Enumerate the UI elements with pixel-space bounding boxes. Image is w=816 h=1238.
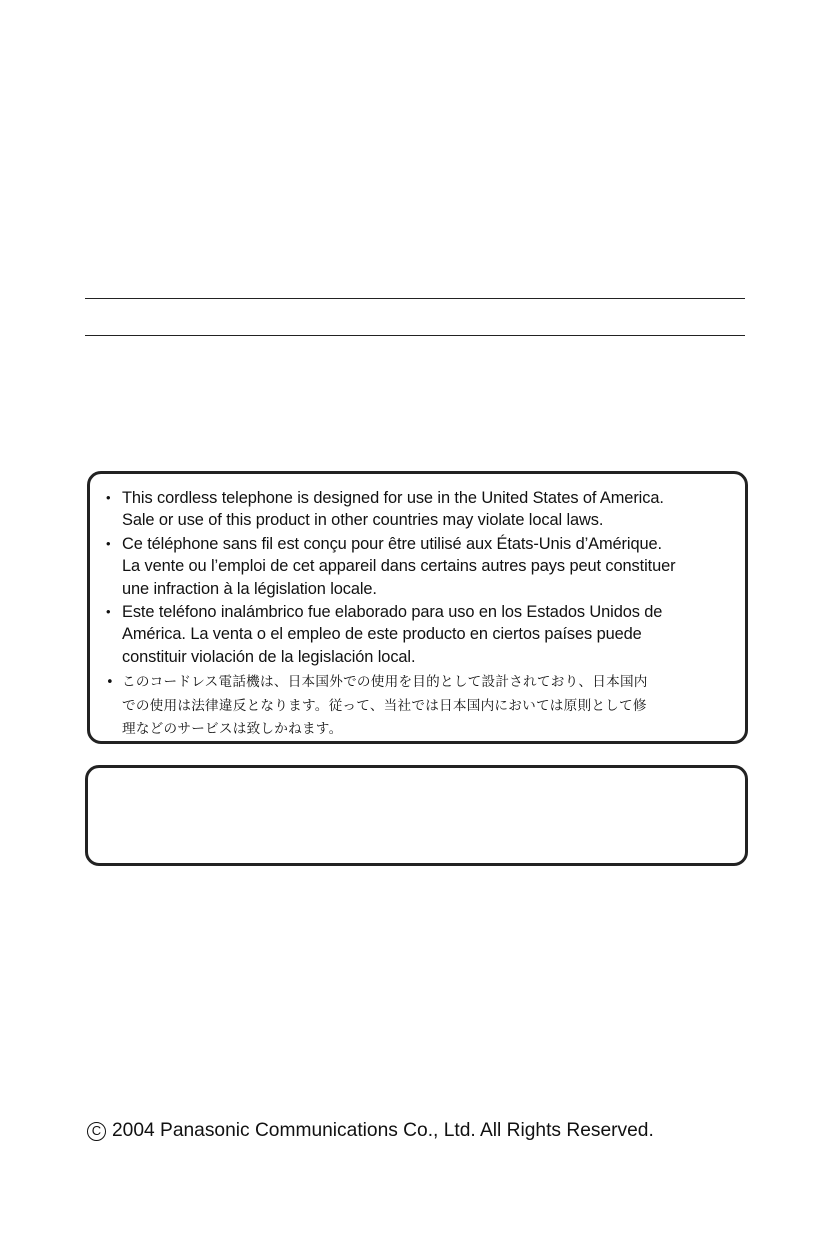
notice-line: constituir violación de la legislación local. xyxy=(122,647,416,666)
usage-notice-box xyxy=(87,471,748,744)
copyright-icon: C xyxy=(87,1122,106,1141)
notice-line: une infraction à la législation locale. xyxy=(122,579,377,598)
bottom-rule xyxy=(85,335,745,336)
blank-box xyxy=(85,765,748,866)
notice-line: Este teléfono inalámbrico fue elaborado para uso en los Estados Unidos de xyxy=(122,603,663,622)
bullet-icon: • xyxy=(106,490,111,505)
notice-item-english xyxy=(106,487,739,532)
notice-line: このコードレス電話機は、日本国外での使用を目的として設計されており、日本国内 xyxy=(122,674,648,691)
notice-line: This cordless telephone is designed for use in the United States of America. xyxy=(122,489,664,507)
notice-line: 理などのサービスは致しかねます。 xyxy=(122,721,343,738)
notice-line: での使用は法律違反となります。従って、当社では日本国内においては原則として修 xyxy=(122,697,647,714)
notice-line: Sale or use of this product in other countries may violate local laws. xyxy=(122,511,604,530)
notice-line: Ce téléphone sans fil est conçu pour être utilisé aux États-Unis d’Amérique. xyxy=(122,534,662,553)
bullet-icon: • xyxy=(106,535,111,551)
notice-item-japanese xyxy=(106,671,739,742)
notice-line: América. La venta o el empleo de este producto en ciertos países puede xyxy=(122,625,642,644)
usage-notice-list xyxy=(106,487,739,742)
bullet-icon: • xyxy=(106,604,111,620)
bullet-icon: • xyxy=(106,675,114,691)
notice-item-spanish xyxy=(106,601,739,668)
top-rule xyxy=(85,298,745,299)
copyright-text: 2004 Panasonic Communications Co., Ltd. All Rights Reserved. xyxy=(112,1120,654,1141)
copyright-notice xyxy=(87,1119,654,1143)
notice-item-french xyxy=(106,533,739,600)
notice-line: La vente ou l’emploi de cet appareil dans certains autres pays peut constituer xyxy=(122,557,676,576)
